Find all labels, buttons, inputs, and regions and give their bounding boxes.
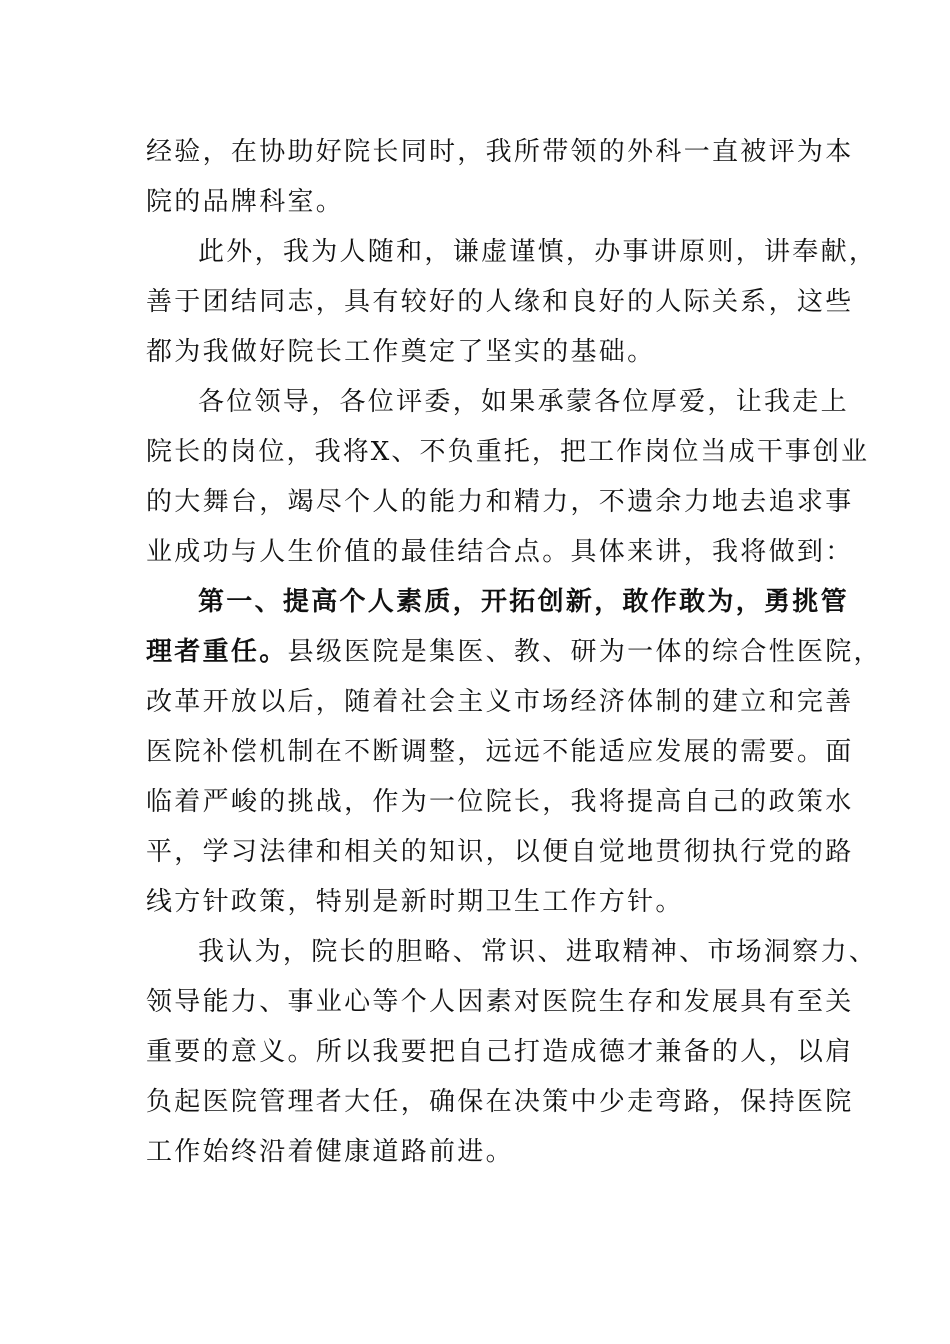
paragraph-4-line-5: 平，学习法律和相关的知识，以便自觉地贯彻执行党的路: [146, 837, 854, 867]
paragraph-4-line-2: 改革开放以后，随着社会主义市场经济体制的建立和完善: [146, 687, 854, 717]
section-heading-line-2: 理者重任。: [146, 637, 288, 667]
paragraph-5-line-3: 重要的意义。所以我要把自己打造成德才兼备的人，以肩: [146, 1037, 854, 1067]
paragraph-4-line-1-text: 县级医院是集医、教、研为一体的综合性医院，: [287, 637, 882, 667]
paragraph-2-line-1: 此外，我为人随和，谦虚谨慎，办事讲原则，讲奉献，: [198, 237, 878, 267]
paragraph-4-line-1: [146, 632, 882, 672]
paragraph-2-line-3: 都为我做好院长工作奠定了坚实的基础。: [146, 337, 656, 367]
paragraph-4-line-4: 临着严峻的挑战，作为一位院长，我将提高自己的政策水: [146, 787, 854, 817]
paragraph-3-line-1: 各位领导，各位评委，如果承蒙各位厚爱，让我走上: [198, 387, 849, 417]
paragraph-3-line-2: 院长的岗位，我将X、不负重托，把工作岗位当成干事创业: [146, 437, 870, 467]
paragraph-3-line-4: 业成功与人生价值的最佳结合点。具体来讲，我将做到：: [146, 537, 854, 567]
paragraph-1-line-1: 经验，在协助好院长同时，我所带领的外科一直被评为本: [146, 137, 854, 167]
paragraph-3-line-3: 的大舞台，竭尽个人的能力和精力，不遗余力地去追求事: [146, 487, 854, 517]
paragraph-2-line-2: 善于团结同志，具有较好的人缘和良好的人际关系，这些: [146, 287, 854, 317]
paragraph-4-line-6: 线方针政策，特别是新时期卫生工作方针。: [146, 887, 684, 917]
paragraph-5-line-4: 负起医院管理者大任，确保在决策中少走弯路，保持医院: [146, 1087, 854, 1117]
section-heading-line-1: 第一、提高个人素质，开拓创新，敢作敢为，勇挑管: [198, 587, 849, 617]
paragraph-1-line-2: 院的品牌科室。: [146, 187, 345, 217]
paragraph-5-line-1: 我认为，院长的胆略、常识、进取精神、市场洞察力、: [198, 937, 878, 967]
paragraph-5-line-5: 工作始终沿着健康道路前进。: [146, 1137, 514, 1167]
paragraph-5-line-2: 领导能力、事业心等个人因素对医院生存和发展具有至关: [146, 987, 854, 1017]
paragraph-4-line-3: 医院补偿机制在不断调整，远远不能适应发展的需要。面: [146, 737, 854, 767]
